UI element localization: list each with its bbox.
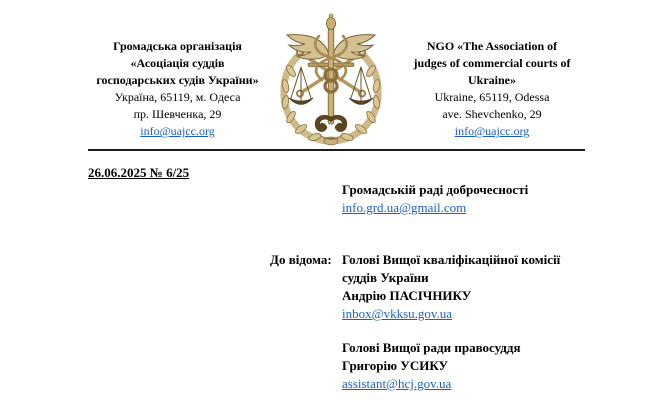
header-divider <box>88 149 585 151</box>
org-name-en-line3: Ukraine» <box>468 73 516 87</box>
organization-emblem-icon <box>278 9 384 149</box>
recipient-vkks-person: Андрію ПАСІЧНИКУ <box>342 288 472 303</box>
recipient-hcj-email-link[interactable]: assistant@hcj.gov.ua <box>342 376 452 391</box>
attention-label: До відома: <box>270 252 332 267</box>
org-name-ua-line2: «Асоціація суддів <box>130 56 225 70</box>
org-email-link-en[interactable]: info@uajcc.org <box>454 124 530 138</box>
recipient-block-hcj <box>342 339 520 393</box>
recipient-grd-email-link[interactable]: info.grd.ua@gmail.com <box>342 200 467 215</box>
recipient-hcj-person: Григорію УСИКУ <box>342 358 449 373</box>
org-name-ua-line1: Громадська організація <box>113 39 242 53</box>
org-name-en-line1: NGO «The Association of <box>426 39 558 53</box>
recipient-vkks-line1: Голові Вищої кваліфікаційної комісії <box>342 252 561 267</box>
recipient-block-vkks <box>342 251 560 323</box>
recipient-vkks-line2: суддів України <box>342 270 429 285</box>
org-name-en-line2: judges of commercial courts of <box>413 56 571 70</box>
recipient-vkks-email-link[interactable]: inbox@vkksu.gov.ua <box>342 306 453 321</box>
org-block-english <box>378 38 606 140</box>
org-address-ua-line1: Україна, 65119, м. Одеса <box>114 90 241 104</box>
org-block-ukrainian <box>60 38 295 140</box>
recipient-block-grd <box>342 181 528 217</box>
org-email-link-ua[interactable]: info@uajcc.org <box>140 124 215 138</box>
recipient-grd-name: Громадській раді доброчесності <box>342 182 529 197</box>
org-name-ua-line3: господарських судів України» <box>96 73 259 87</box>
date-reference-number: 26.06.2025 № 6/25 <box>88 165 190 180</box>
recipient-hcj-line1: Голові Вищої ради правосуддя <box>342 340 521 355</box>
org-address-ua-line2: пр. Шевченка, 29 <box>133 107 222 121</box>
org-address-en-line1: Ukraine, 65119, Odessa <box>434 90 550 104</box>
org-address-en-line2: ave. Shevchenko, 29 <box>442 107 542 121</box>
